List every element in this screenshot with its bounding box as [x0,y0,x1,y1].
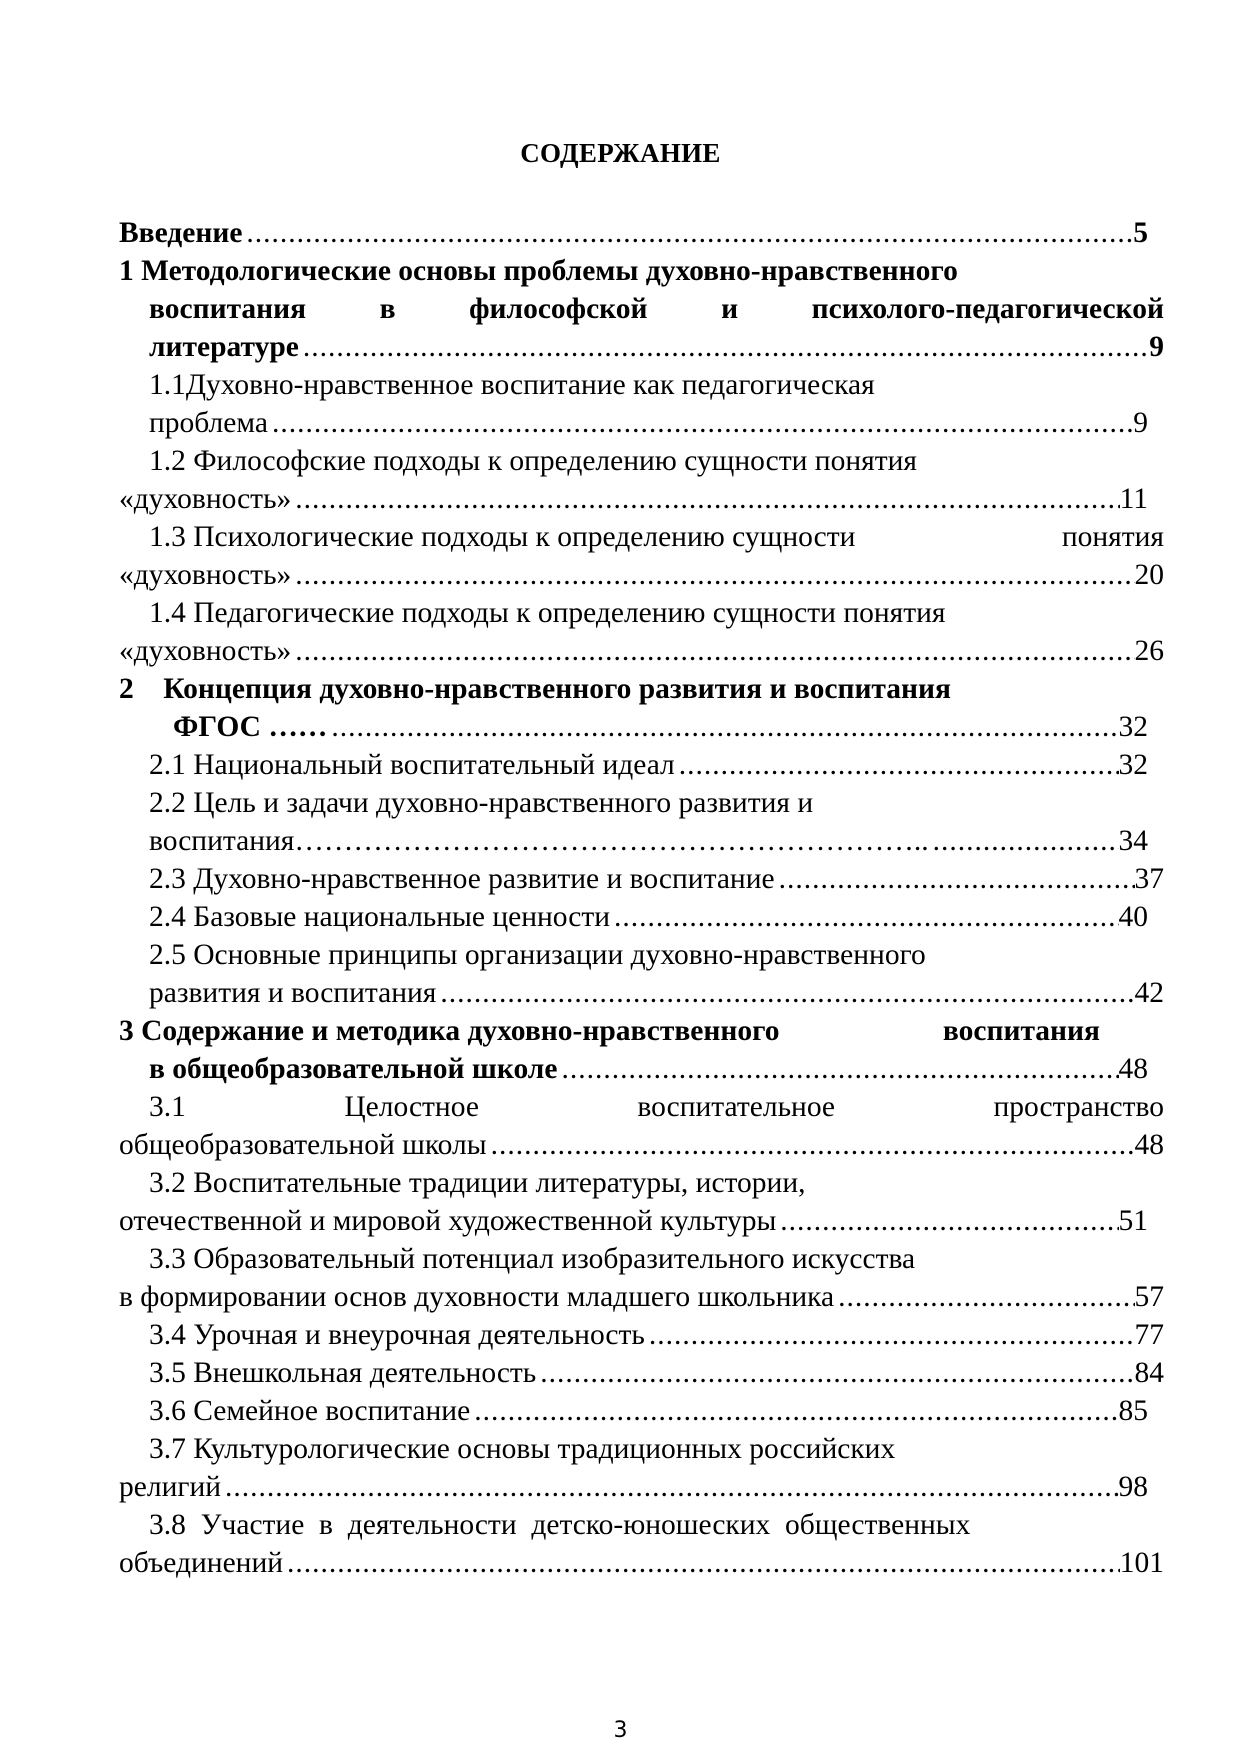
toc-entry-title: 2.3 Духовно-нравственное развитие и воспитание [149,863,775,895]
toc-entry-2-5[interactable] [119,936,1164,974]
toc-entry-title: отечественной и мировой художественной культуры [119,1205,777,1237]
toc-word: воспитательное [637,1091,836,1123]
toc-entry-chapter-3[interactable] [119,1012,1164,1050]
toc-entry-title: «духовность» [119,483,292,515]
toc-entry-title: Введение [119,217,243,249]
toc-page-number: 20 [1134,559,1164,591]
toc-entry-title: 3.5 Внешкольная деятельность [149,1357,537,1389]
toc-entry-title: 3 Содержание и методика духовно-нравственного [119,1015,780,1047]
toc-entry-2-5-line-2 [119,974,1164,1012]
dot-leader [779,860,1135,898]
toc-entry-title: 2 Концепция духовно-нравственного развития и воспитания [119,673,951,705]
toc-entry-title: 1.4 Педагогические подходы к определению сущности понятия [149,597,946,629]
toc-entry-chapter-2-line-2 [119,708,1164,746]
toc-entry-title: 3.8 Участие в деятельности детско-юношеских общественных [149,1509,971,1541]
toc-entry-title: общеобразовательной школы [119,1129,487,1161]
dot-leader [295,480,1119,518]
toc-entry-3-7-line-2 [119,1468,1164,1506]
toc-entry-title: 2.1 Национальный воспитательный идеал [149,749,675,781]
toc-entry-title: 3.3 Образовательный потенциал изобразительного искусства [149,1243,916,1275]
toc-entry-title: 1.3 Психологические подходы к определению сущности [149,521,856,553]
dot-leader [246,214,1133,252]
toc-page-number: 34 [1118,825,1148,857]
dot-leader [491,1126,1135,1164]
dot-leader [933,822,1119,860]
toc-page-number: 51 [1118,1205,1148,1237]
toc-page-number: 40 [1118,901,1148,933]
toc-entry-2-2[interactable] [119,784,1164,822]
toc-entry-title: «духовность» [119,635,292,667]
toc-entry-3-4[interactable] [119,1316,1164,1354]
toc-entry-title: 1 Методологические основы проблемы духовно-нравственного [119,255,958,287]
toc-entry-1-4[interactable] [119,594,1164,632]
toc-page-number: 26 [1134,635,1164,667]
toc-entry-1-3-line-2 [119,556,1164,594]
toc-entry-3-7[interactable] [119,1430,1164,1468]
toc-entry-title: проблема [149,407,268,439]
toc-entry-title: 3.7 Культурологические основы традиционных российских [149,1433,896,1465]
toc-entry-title: объединений [119,1547,284,1579]
dot-leader [614,898,1118,936]
toc-entry-title: «духовность» [119,559,292,591]
toc-entry-1-2-line-2 [119,480,1164,518]
toc-entry-3-6[interactable] [119,1392,1164,1430]
table-of-contents [119,214,1164,1582]
toc-page-number: 37 [1134,863,1164,895]
dot-leader [295,632,1134,670]
toc-page-number: 42 [1134,977,1164,1009]
toc-entry-chapter-2[interactable] [119,670,1164,708]
toc-entry-3-1-line-2 [119,1126,1164,1164]
toc-entry-title: 3.6 Семейное воспитание [149,1395,471,1427]
toc-entry-title: воспитания……………………………………………………….. [149,825,929,857]
toc-entry-chapter-1-line-2 [119,290,1164,328]
toc-entry-2-4[interactable] [119,898,1164,936]
toc-entry-title: религий [119,1471,222,1503]
toc-entry-3-8[interactable] [119,1506,1164,1544]
toc-entry-chapter-1[interactable] [119,252,1164,290]
toc-entry-1-1-line-2 [119,404,1164,442]
toc-page-number: 9 [1149,331,1164,363]
toc-entry-2-2-line-2 [119,822,1164,860]
dot-leader [287,1544,1120,1582]
toc-word: философской [469,293,648,325]
dot-leader [780,1202,1118,1240]
toc-entry-intro[interactable] [119,214,1164,252]
toc-entry-title: в общеобразовательной школе [149,1053,558,1085]
toc-entry-3-8-line-2 [119,1544,1164,1582]
toc-entry-title: литературе [149,331,299,363]
dot-leader [838,1278,1134,1316]
toc-page-number: 84 [1134,1357,1164,1389]
toc-word: воспитания [149,293,307,325]
toc-word: Целостное [344,1091,479,1123]
toc-entry-1-1[interactable] [119,366,1164,404]
dot-leader [474,1392,1118,1430]
page-number-footer: 3 [613,1718,628,1743]
toc-entry-1-2[interactable] [119,442,1164,480]
toc-entry-3-3-line-2 [119,1278,1164,1316]
dot-leader [295,556,1134,594]
toc-page-number: 85 [1118,1395,1148,1427]
toc-entry-title: 2.2 Цель и задачи духовно-нравственного развития и [149,787,814,819]
dot-leader [649,1316,1135,1354]
toc-entry-2-3[interactable] [119,860,1164,898]
toc-word: пространство [993,1091,1164,1123]
toc-page-number: 11 [1119,483,1148,515]
toc-entry-3-5[interactable] [119,1354,1164,1392]
toc-entry-title-end: воспитания [942,1015,1100,1047]
toc-word: психолого-педагогической [811,293,1164,325]
toc-page-number: 32 [1118,711,1148,743]
page-title: СОДЕРЖАНИЕ [520,138,721,168]
dot-leader [561,1050,1118,1088]
toc-entry-title: 3.2 Воспитательные традиции литературы, истории, [149,1167,806,1199]
toc-entry-title: в формировании основ духовности младшего школьника [119,1281,835,1313]
toc-entry-title-end: понятия [1061,521,1164,553]
dot-leader [679,746,1119,784]
toc-page-number: 57 [1134,1281,1164,1313]
toc-entry-3-2[interactable] [119,1164,1164,1202]
toc-entry-1-4-line-2 [119,632,1164,670]
toc-entry-title: 1.2 Философские подходы к определению сущности понятия [149,445,917,477]
toc-entry-title: 2.5 Основные принципы организации духовно-нравственного [149,939,926,971]
toc-page-number: 98 [1118,1471,1148,1503]
toc-entry-title: 3.4 Урочная и внеурочная деятельность [149,1319,645,1351]
toc-entry-title: развития и воспитания [149,977,437,1009]
toc-page-number: 48 [1118,1053,1148,1085]
toc-entry-title: 1.1Духовно-нравственное воспитание как педагогическая [149,369,875,401]
toc-page-number: 48 [1134,1129,1164,1161]
toc-page-number: 5 [1133,217,1148,249]
dot-leader [440,974,1134,1012]
toc-entry-2-1[interactable] [119,746,1164,784]
toc-entry-1-3[interactable] [119,518,1164,556]
dot-leader [225,1468,1118,1506]
toc-entry-3-2-line-2 [119,1202,1164,1240]
toc-page-number: 101 [1119,1547,1164,1579]
toc-entry-3-3[interactable] [119,1240,1164,1278]
toc-word: в [379,293,396,325]
dot-leader [272,404,1133,442]
toc-word: и [721,293,739,325]
toc-page-number: 77 [1134,1319,1164,1351]
toc-page-number: 32 [1118,749,1148,781]
dot-leader [303,328,1149,366]
toc-word: 3.1 [149,1091,186,1123]
toc-entry-title: 2.4 Базовые национальные ценности [149,901,611,933]
toc-entry-3-1[interactable] [119,1088,1164,1126]
dot-leader [540,1354,1134,1392]
dot-leader [331,708,1118,746]
toc-entry-title: ФГОС …… [173,711,328,743]
toc-entry-chapter-1-line-3 [119,328,1164,366]
toc-page-number: 9 [1133,407,1148,439]
toc-entry-chapter-3-line-2 [119,1050,1164,1088]
